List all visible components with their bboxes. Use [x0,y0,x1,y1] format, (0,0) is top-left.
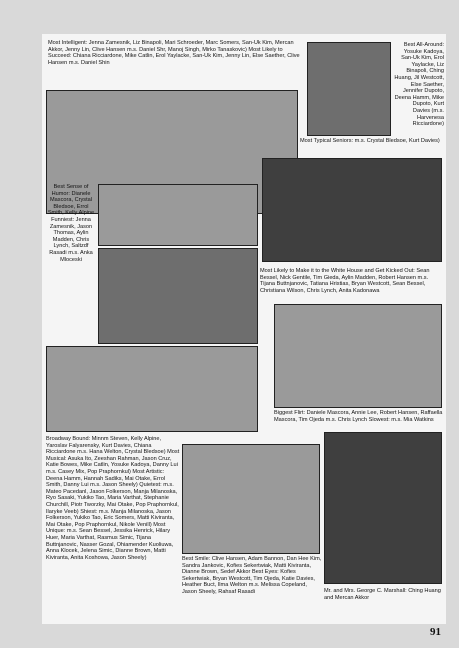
photo-all-around [307,42,391,136]
caption-most-intelligent: Most Intelligent: Jenna Zamesnik, Liz Binapoli, Mari Schroeder, Marc Somers, San-Uk Kim, Mercan Akkor, Jenny Lin, Clive Hansen m.s. Daniel Shr, Manoj Singh, Mirko Tanaskovic) Most Likely to Succeed: Chiana Ricciardone, Mike Catlin, Erol Yaylacke, San-Uk Kim, Jenny Lin, Else Saether, Clive Hansen m.s. Daniel Shin [48,40,300,66]
yearbook-page [42,34,446,624]
caption-best-all-around: Best All-Around: Yosuke Kadoya, San-Uk Kim, Erol Yaylacke, Liz Binapoli, Ching Huang, Jil Westcott, Else Saether, Jennifer Dupoto, Deena Hamm, Mike Dupoto, Kurt Davies (m.s. Harvenesa Ricciardone) [394,42,444,128]
page-number: 91 [430,626,441,638]
caption-broadway-bound: Broadway Bound: Minnm Steven, Kelly Alpine, Yaroslav Falyarensky, Kurt Davies, Chiana Ricciardone m.s. Hana Welton, Crystal Bledsoe) Most Musical: Asuka Ito, Zeeshan Rahman, Jason Cruz, Katie Bowes, Mike Catlin, Yosuke Kadoya, Danny Lui m.s. Casey Mix, Pop Praphornkul) Most Artistic: Deena Hamm, Hannah Sadiks, Mai Otake, Errol Smith, Danny Lui m.s. Jason Sheely) Quietest: m.s. Mateo Pacedanl, Jason Folkerson, Manja Milanoska, Ryo Sasaki, Yukiko Tao, Maria Varthat, Stephanie Churchill, Piotr Tworzky, Mai Otake, Pop Praphornkul, Ilaryke Veeb) Shiest: m.s. Manja Milanoska, Jason Folkerson, Yukiko Tao, Eric Somers, Matti Kiviranta, Mai Otake, Pop Praphornkul, Nikole Venill) Most Unique: m.s. Sean Bessel, Jessika Henrick, Hilary Huer, Maria Varthat, Rasmus Simic, Tijana Buttnjanovic, Nasser Gozal, Ohiamender Kuoliuwa, Anna Klocek, Jelena Simic, Dianne Brown, Matti Kiviranta, Anita Koshowa, Jason Sheely) [46,436,180,561]
photo-funniest [98,248,258,344]
photo-group-row [46,346,258,432]
photo-biggest-flirt [274,304,442,408]
caption-mr-and-mrs: Mr. and Mrs. George C. Marshall: Ching Huang and Mercan Akkor [324,588,441,601]
caption-biggest-flirt: Biggest Flirt: Daniele Mascora, Annie Lee, Robert Hansen, Raffaella Mascora, Tim Ojeda m.s. Chris Lynch Slowest: m.s. Mia Watkins [274,410,443,423]
caption-white-house: Most Likely to Make it to the White House and Get Kicked Out: Sean Bessel, Nick Gentile, Tim Gieda, Aylin Madden, Robert Hansen m.s. Tijana Buttnjanovic, Tatiana Hristias, Bryan Westcott, Sean Bessel, Christiana Wilson, Chris Lynch, Anita Kadonawa [260,268,430,294]
photo-sense-of-humor [98,184,258,246]
photo-best-smile [182,444,320,554]
caption-best-smile: Best Smile: Clive Hansen, Adam Bannon, Dan Hee Kim, Sandra Jankovic, Kofies Sekertwiak, Matti Kiviranta, Dianne Brown, Sedef Akkor Best Eyes: Kofies Sekertwiak, Bryan Westcott, Tim Ojeda, Katie Davies, Heather Buct, Ilma Welton m.s. Melissa Copeland, Jason Sheely, Rahsaf Rasadi [182,556,322,595]
photo-mr-and-mrs [324,432,442,584]
caption-typical-seniors: Most Typical Seniors: m.s. Crystal Bledsoe, Kurt Davies) [300,138,440,144]
caption-sense-of-humor: Best Sense of Humor: Dianele Mascora, Crystal Bledsoe, Errol Smith, Kelly Alpine Funniest: Jenna Zamesnik, Jason Thomas, Aylin Madden, Chris Lynch, Saltzdf Rasadi m.s. Anka Mloceski [47,184,95,263]
photo-typical-seniors [262,158,442,262]
